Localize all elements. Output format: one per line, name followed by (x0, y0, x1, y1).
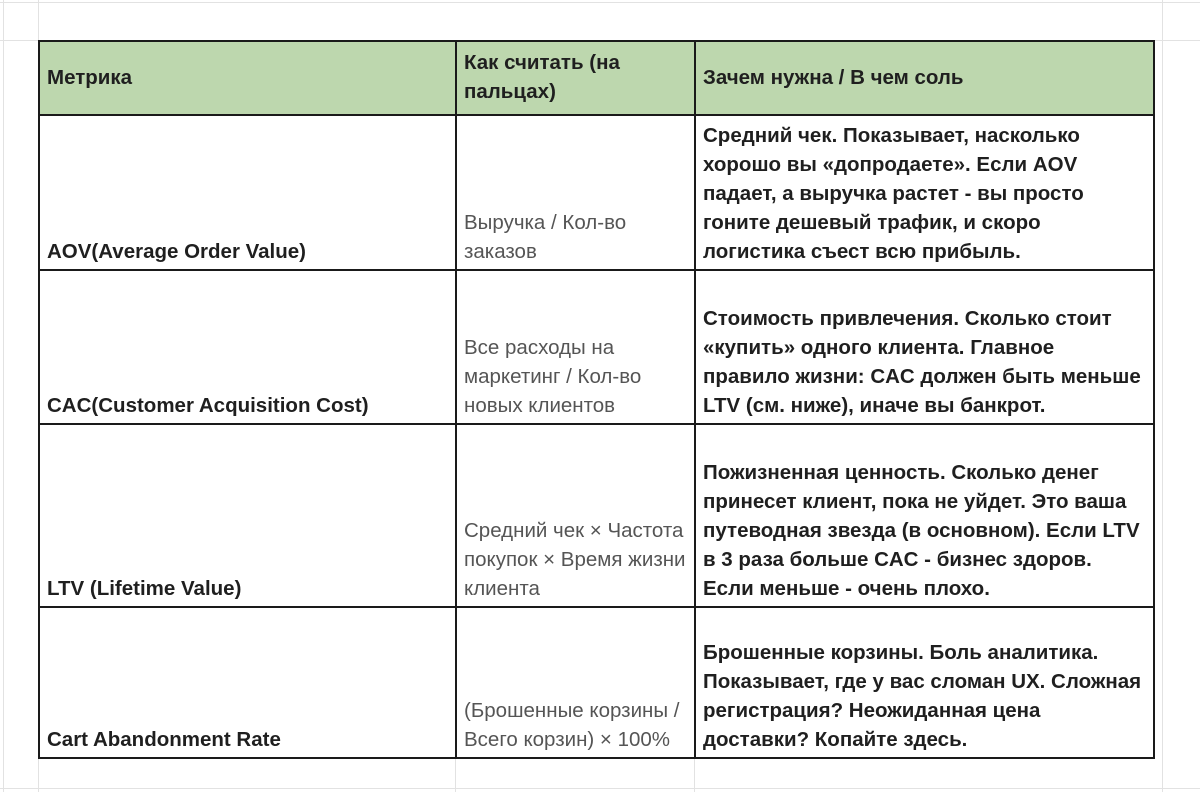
header-cell-why[interactable]: Зачем нужна / В чем соль (695, 41, 1154, 115)
gridline (3, 0, 4, 792)
metrics-table (38, 40, 1155, 759)
cell-why[interactable]: Средний чек. Показывает, насколько хорошо вы «допродаете». Если AOV падает, а выручка растет - вы просто гоните дешевый трафик, и скоро логистика съест всю прибыль. (695, 115, 1154, 270)
header-cell-metric[interactable]: Метрика (39, 41, 456, 115)
header-cell-formula[interactable]: Как считать (на пальцах) (456, 41, 695, 115)
cell-why[interactable]: Стоимость привлечения. Сколько стоит «купить» одного клиента. Главное правило жизни: CAC должен быть меньше LTV (см. ниже), иначе вы банкрот. (695, 270, 1154, 424)
table-row (39, 424, 1154, 607)
gridline (0, 2, 1200, 3)
cell-metric[interactable]: LTV (Lifetime Value) (39, 424, 456, 607)
cell-formula[interactable]: Выручка / Кол-во заказов (456, 115, 695, 270)
cell-metric[interactable]: AOV(Average Order Value) (39, 115, 456, 270)
header-row (39, 41, 1154, 115)
table-row (39, 115, 1154, 270)
table-row (39, 607, 1154, 758)
cell-formula[interactable]: (Брошенные корзины / Всего корзин) × 100% (456, 607, 695, 758)
gridline (1162, 0, 1163, 792)
cell-formula[interactable]: Все расходы на маркетинг / Кол-во новых клиентов (456, 270, 695, 424)
cell-metric[interactable]: Cart Abandonment Rate (39, 607, 456, 758)
gridline (0, 788, 1200, 789)
cell-why[interactable]: Брошенные корзины. Боль аналитика. Показывает, где у вас сломан UX. Сложная регистрация? Неожиданная цена доставки? Копайте здесь. (695, 607, 1154, 758)
cell-metric[interactable]: CAC(Customer Acquisition Cost) (39, 270, 456, 424)
cell-formula[interactable]: Средний чек × Частота покупок × Время жизни клиента (456, 424, 695, 607)
cell-why[interactable]: Пожизненная ценность. Сколько денег принесет клиент, пока не уйдет. Это ваша путеводная звезда (в основном). Если LTV в 3 раза больше CAC - бизнес здоров. Если меньше - очень плохо. (695, 424, 1154, 607)
table-row (39, 270, 1154, 424)
